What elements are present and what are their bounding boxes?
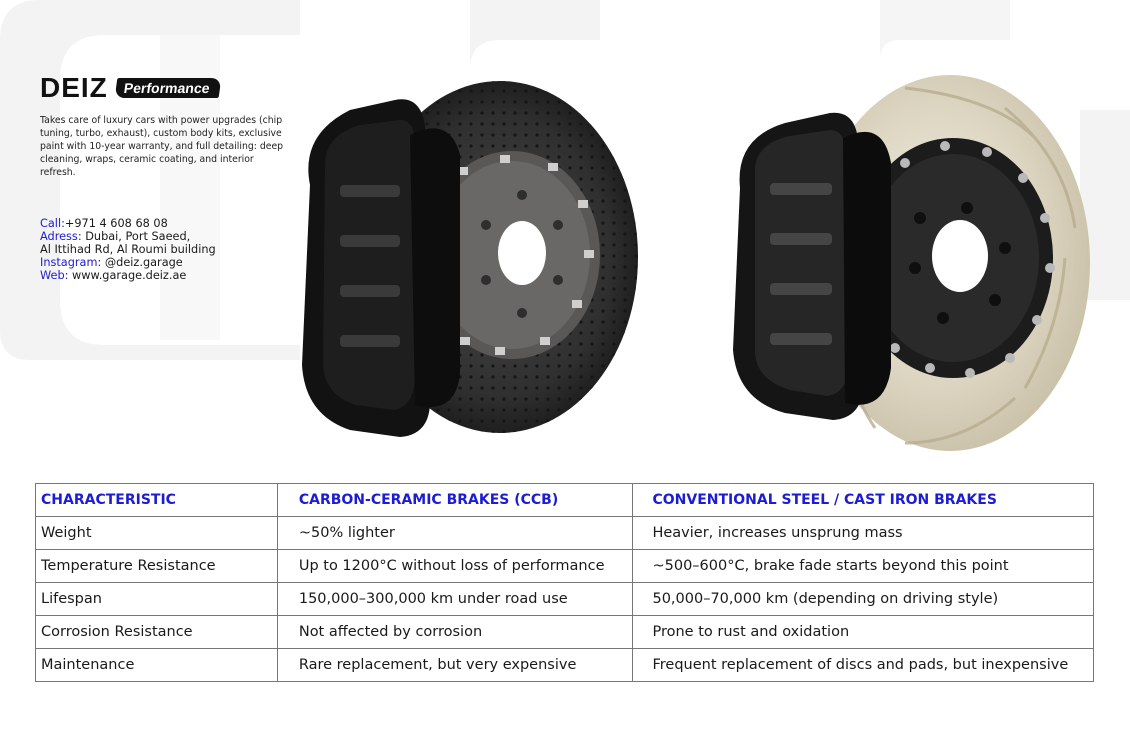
- row-ccb-value: Rare replacement, but very expensive: [277, 649, 633, 682]
- contact-web: [40, 269, 216, 282]
- contact-info: [40, 217, 216, 282]
- row-characteristic: Temperature Resistance: [36, 550, 278, 583]
- call-label: Call:: [40, 217, 65, 230]
- row-characteristic: Corrosion Resistance: [36, 616, 278, 649]
- brand-logo: DEIZ: [40, 72, 108, 103]
- instagram-value[interactable]: @deiz.garage: [104, 256, 183, 269]
- header-characteristic: CHARACTERISTIC: [36, 484, 278, 517]
- table-header-row: [36, 484, 1094, 517]
- brand-description: Takes care of luxury cars with power upgrades (chip tuning, turbo, exhaust), custom body kits, exclusive paint with 10-year warranty, and full detailing: deep cleaning, wraps, ceramic coating, and interior refresh.: [40, 115, 284, 178]
- row-characteristic: Weight: [36, 517, 278, 550]
- header-steel: CONVENTIONAL STEEL / CAST IRON BRAKES: [633, 484, 1094, 517]
- row-ccb-value: ~50% lighter: [277, 517, 633, 550]
- row-steel-value: Prone to rust and oxidation: [633, 616, 1094, 649]
- call-value[interactable]: +971 4 608 68 08: [64, 217, 168, 230]
- row-steel-value: 50,000–70,000 km (depending on driving style): [633, 583, 1094, 616]
- row-ccb-value: Not affected by corrosion: [277, 616, 633, 649]
- contact-address: [40, 230, 216, 243]
- address-line2: Al Ittihad Rd, Al Roumi building: [40, 243, 216, 256]
- brake-comparison-table: [35, 483, 1094, 682]
- contact-instagram: [40, 256, 216, 269]
- address-label: Adress:: [40, 230, 82, 243]
- web-value[interactable]: www.garage.deiz.ae: [72, 269, 187, 282]
- table-row: [36, 583, 1094, 616]
- table-row: [36, 550, 1094, 583]
- brand-header: [40, 74, 219, 102]
- table-row: [36, 616, 1094, 649]
- row-ccb-value: 150,000–300,000 km under road use: [277, 583, 633, 616]
- row-steel-value: Frequent replacement of discs and pads, but inexpensive: [633, 649, 1094, 682]
- row-ccb-value: Up to 1200°C without loss of performance: [277, 550, 633, 583]
- row-steel-value: Heavier, increases unsprung mass: [633, 517, 1094, 550]
- instagram-label: Instagram:: [40, 256, 102, 269]
- web-label: Web:: [40, 269, 69, 282]
- carbon-ceramic-brake-image: [290, 75, 640, 445]
- header-carbon-ceramic: CARBON-CERAMIC BRAKES (CCB): [277, 484, 633, 517]
- row-characteristic: Maintenance: [36, 649, 278, 682]
- row-characteristic: Lifespan: [36, 583, 278, 616]
- table-row: [36, 517, 1094, 550]
- brand-tag-badge: Performance: [114, 78, 220, 98]
- contact-address-2: [40, 243, 216, 256]
- row-steel-value: ~500–600°C, brake fade starts beyond this point: [633, 550, 1094, 583]
- address-line1: Dubai, Port Saeed,: [85, 230, 191, 243]
- steel-brake-image: [715, 68, 1095, 458]
- table-row: [36, 649, 1094, 682]
- contact-call: [40, 217, 216, 230]
